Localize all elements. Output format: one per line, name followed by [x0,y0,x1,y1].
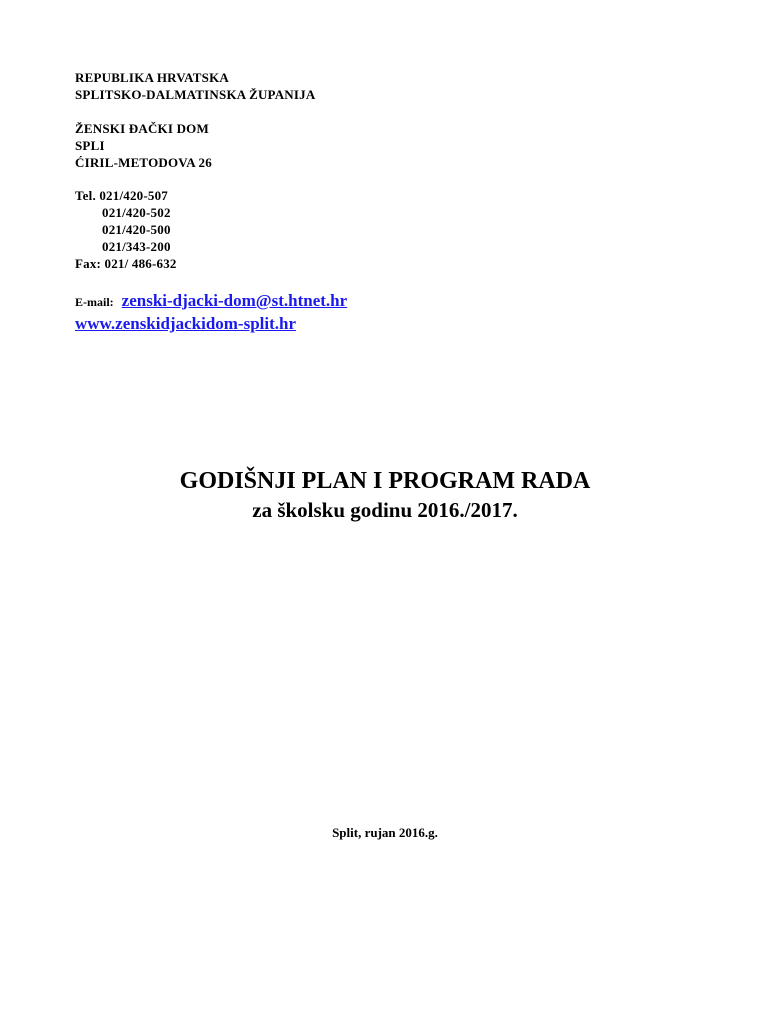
document-subtitle: za školsku godinu 2016./2017. [252,498,518,522]
institution-city: SPLI [75,138,105,153]
county-name: SPLITSKO-DALMATINSKA ŽUPANIJA [75,87,316,102]
document-title: GODIŠNJI PLAN I PROGRAM RADA [179,468,591,494]
phone-line-1: Tel. 021/420-507 [75,188,169,203]
institution-address: ĆIRIL-METODOVA 26 [75,155,212,170]
email-link[interactable]: zenski-djacki-dom@st.htnet.hr [121,291,348,310]
phone-line-4: 021/343-200 [102,239,171,254]
website-link[interactable]: www.zenskidjackidom-split.hr [75,314,297,333]
phone-line-3: 021/420-500 [102,222,171,237]
email-label: E-mail: [75,295,114,309]
fax-line: Fax: 021/ 486-632 [75,256,177,271]
phone-line-2: 021/420-502 [102,205,171,220]
header-authority-block [75,69,315,103]
institution-block [75,120,212,171]
country-name: REPUBLIKA HRVATSKA [75,70,230,85]
institution-name: ŽENSKI ĐAČKI DOM [75,121,209,136]
email-row [75,291,347,311]
place-date: Split, rujan 2016.g. [332,825,438,840]
phone-block [75,187,177,272]
